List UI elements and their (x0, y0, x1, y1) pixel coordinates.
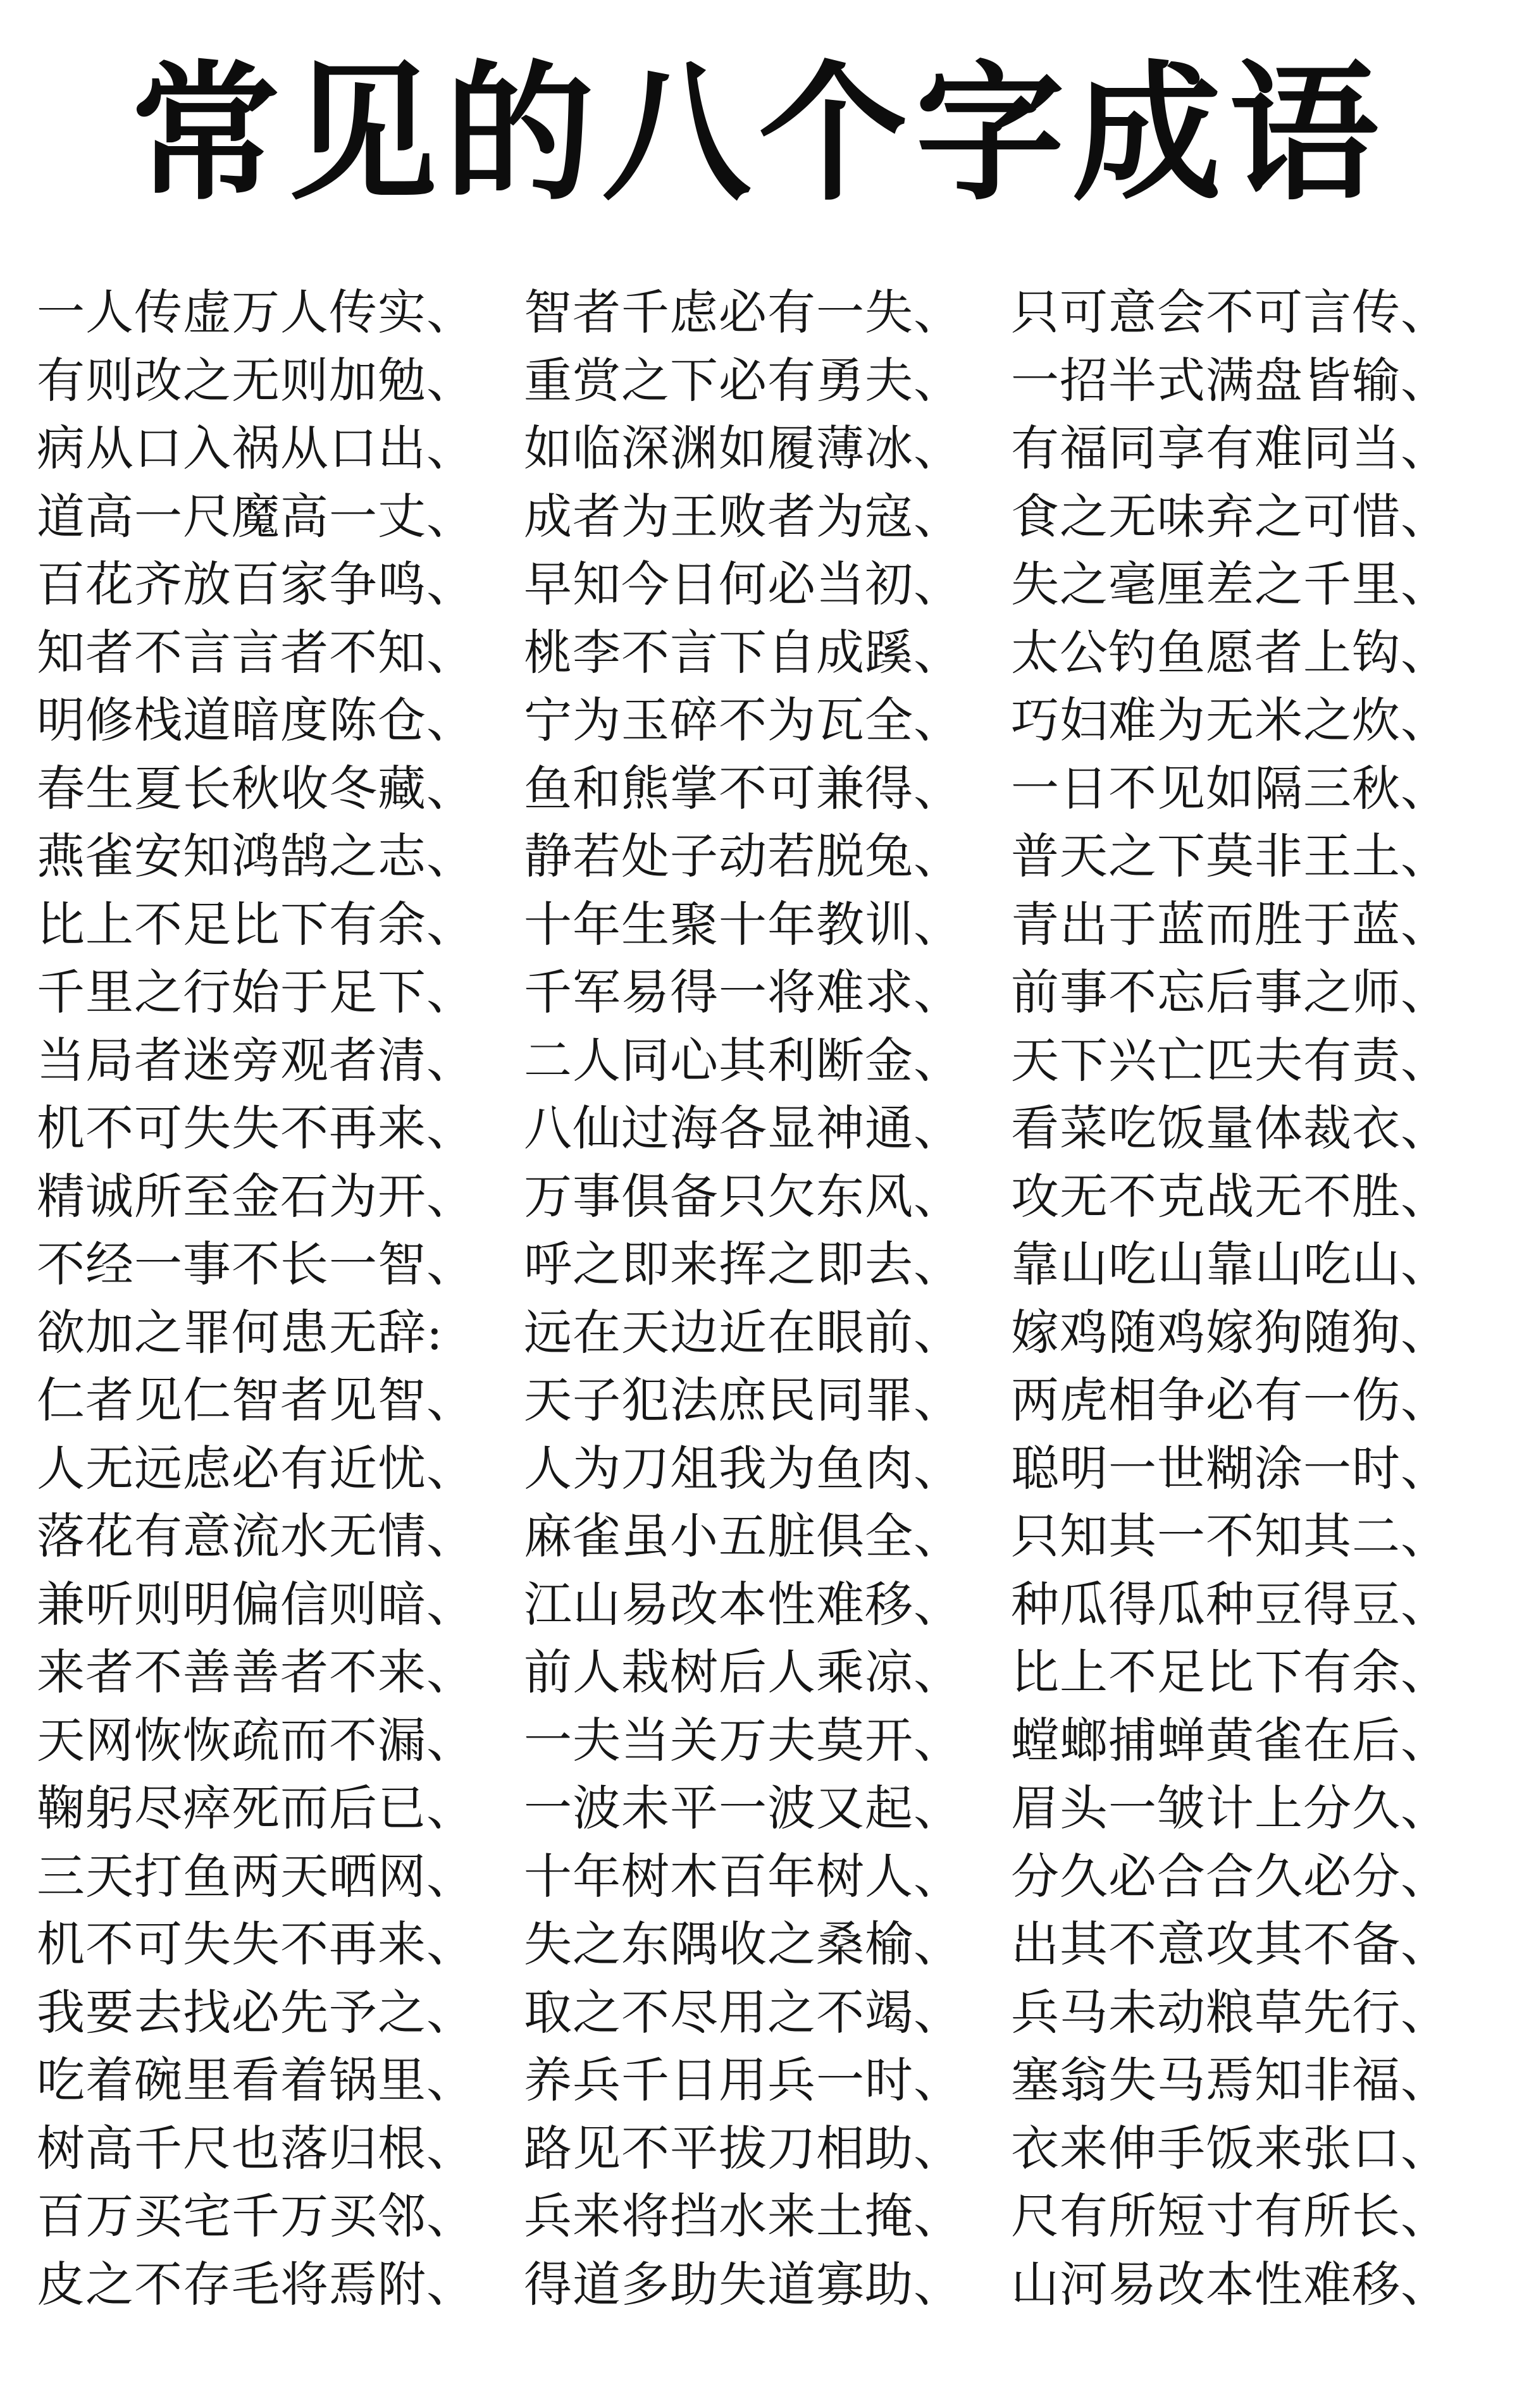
idiom-item: 前人栽树后人乘凉、 (524, 1644, 962, 1700)
idiom-item: 不经一事不长一智、 (37, 1236, 475, 1292)
idiom-item: 机不可失失不再来、 (37, 1100, 475, 1156)
idiom-item: 精诚所至金石为开、 (37, 1168, 475, 1225)
idiom-item: 一日不见如隔三秋、 (1011, 760, 1449, 817)
idiom-item: 我要去找必先予之、 (37, 1984, 475, 2041)
idiom-item: 鱼和熊掌不可兼得、 (524, 760, 962, 817)
idiom-item: 天下兴亡匹夫有责、 (1011, 1032, 1449, 1089)
page-title: 常见的八个字成语 (130, 45, 1386, 221)
idiom-item: 只知其一不知其二、 (1011, 1508, 1449, 1564)
idiom-item: 兼听则明偏信则暗、 (37, 1576, 475, 1633)
idiom-item: 靠山吃山靠山吃山、 (1011, 1236, 1449, 1292)
idiom-item: 只可意会不可言传、 (1011, 284, 1449, 340)
idiom-item: 千里之行始于足下、 (37, 964, 475, 1020)
idiom-item: 天子犯法庶民同罪、 (524, 1372, 962, 1428)
idiom-item: 太公钓鱼愿者上钩、 (1011, 624, 1449, 681)
idiom-item: 青出于蓝而胜于蓝、 (1011, 896, 1449, 953)
idiom-item: 来者不善善者不来、 (37, 1644, 475, 1700)
idiom-item: 桃李不言下自成蹊、 (524, 624, 962, 681)
idiom-item: 天网恢恢疏而不漏、 (37, 1712, 475, 1769)
idiom-item: 明修栈道暗度陈仓、 (37, 692, 475, 748)
idiom-item: 当局者迷旁观者清、 (37, 1032, 475, 1089)
idiom-item: 攻无不克战无不胜、 (1011, 1168, 1449, 1225)
idiom-item: 得道多助失道寡助、 (524, 2256, 962, 2312)
idiom-item: 欲加之罪何患无辞: (37, 1304, 443, 1361)
idiom-item: 山河易改本性难移、 (1011, 2256, 1449, 2312)
idiom-item: 鞠躬尽瘁死而后已、 (37, 1780, 475, 1836)
idiom-item: 宁为玉碎不为瓦全、 (524, 692, 962, 748)
idiom-item: 兵马未动粮草先行、 (1011, 1984, 1449, 2041)
idiom-item: 前事不忘后事之师、 (1011, 964, 1449, 1020)
idiom-item: 一招半式满盘皆输、 (1011, 352, 1449, 409)
idiom-item: 智者千虑必有一失、 (524, 284, 962, 340)
idiom-item: 人为刀俎我为鱼肉、 (524, 1440, 962, 1497)
idiom-item: 两虎相争必有一伤、 (1011, 1372, 1449, 1428)
idiom-item: 巧妇难为无米之炊、 (1011, 692, 1449, 748)
idiom-item: 百花齐放百家争鸣、 (37, 556, 475, 612)
idiom-item: 十年生聚十年教训、 (524, 896, 962, 953)
idiom-item: 树高千尺也落归根、 (37, 2120, 475, 2176)
idiom-item: 分久必合合久必分、 (1011, 1848, 1449, 1905)
idiom-item: 知者不言言者不知、 (37, 624, 475, 681)
idiom-item: 千军易得一将难求、 (524, 964, 962, 1020)
idiom-item: 远在天边近在眼前、 (524, 1304, 962, 1361)
idiom-item: 人无远虑必有近忧、 (37, 1440, 475, 1497)
idiom-item: 一人传虚万人传实、 (37, 284, 475, 340)
idiom-item: 皮之不存毛将焉附、 (37, 2256, 475, 2312)
idiom-item: 二人同心其利断金、 (524, 1032, 962, 1089)
idiom-item: 看菜吃饭量体裁衣、 (1011, 1100, 1449, 1156)
idiom-item: 呼之即来挥之即去、 (524, 1236, 962, 1292)
idiom-item: 兵来将挡水来土掩、 (524, 2188, 962, 2244)
idiom-item: 江山易改本性难移、 (524, 1576, 962, 1633)
idiom-item: 仁者见仁智者见智、 (37, 1372, 475, 1428)
idiom-item: 百万买宅千万买邻、 (37, 2188, 475, 2244)
idiom-item: 有福同享有难同当、 (1011, 420, 1449, 476)
idiom-item: 吃着碗里看着锅里、 (37, 2052, 475, 2108)
idiom-item: 病从口入祸从口出、 (37, 420, 475, 476)
idiom-item: 成者为王败者为寇、 (524, 488, 962, 545)
idiom-grid (37, 278, 1492, 2318)
idiom-item: 比上不足比下有余、 (1011, 1644, 1449, 1700)
idiom-item: 尺有所短寸有所长、 (1011, 2188, 1449, 2244)
idiom-item: 万事俱备只欠东风、 (524, 1168, 962, 1225)
idiom-item: 静若处子动若脱兔、 (524, 828, 962, 884)
idiom-item: 三天打鱼两天晒网、 (37, 1848, 475, 1905)
idiom-item: 养兵千日用兵一时、 (524, 2052, 962, 2108)
idiom-item: 路见不平拔刀相助、 (524, 2120, 962, 2176)
idiom-item: 麻雀虽小五脏俱全、 (524, 1508, 962, 1564)
idiom-item: 聪明一世糊涂一时、 (1011, 1440, 1449, 1497)
idiom-item: 普天之下莫非王土、 (1011, 828, 1449, 884)
idiom-item: 比上不足比下有余、 (37, 896, 475, 953)
idiom-item: 十年树木百年树人、 (524, 1848, 962, 1905)
idiom-item: 八仙过海各显神通、 (524, 1100, 962, 1156)
idiom-item: 衣来伸手饭来张口、 (1011, 2120, 1449, 2176)
idiom-item: 落花有意流水无情、 (37, 1508, 475, 1564)
idiom-item: 取之不尽用之不竭、 (524, 1984, 962, 2041)
idiom-item: 早知今日何必当初、 (524, 556, 962, 612)
idiom-item: 燕雀安知鸿鹄之志、 (37, 828, 475, 884)
idiom-item: 机不可失失不再来、 (37, 1916, 475, 1972)
idiom-item: 有则改之无则加勉、 (37, 352, 475, 409)
idiom-item: 出其不意攻其不备、 (1011, 1916, 1449, 1972)
idiom-item: 失之毫厘差之千里、 (1011, 556, 1449, 612)
idiom-item: 失之东隅收之桑榆、 (524, 1916, 962, 1972)
idiom-item: 春生夏长秋收冬藏、 (37, 760, 475, 817)
idiom-item: 一波未平一波又起、 (524, 1780, 962, 1836)
idiom-item: 塞翁失马焉知非福、 (1011, 2052, 1449, 2108)
idiom-item: 一夫当关万夫莫开、 (524, 1712, 962, 1769)
idiom-item: 如临深渊如履薄冰、 (524, 420, 962, 476)
idiom-item: 食之无味弃之可惜、 (1011, 488, 1449, 545)
idiom-item: 嫁鸡随鸡嫁狗随狗、 (1011, 1304, 1449, 1361)
idiom-item: 道高一尺魔高一丈、 (37, 488, 475, 545)
idiom-item: 种瓜得瓜种豆得豆、 (1011, 1576, 1449, 1633)
idiom-item: 眉头一皱计上分久、 (1011, 1780, 1449, 1836)
idiom-item: 重赏之下必有勇夫、 (524, 352, 962, 409)
idiom-item: 螳螂捕蝉黄雀在后、 (1011, 1712, 1449, 1769)
